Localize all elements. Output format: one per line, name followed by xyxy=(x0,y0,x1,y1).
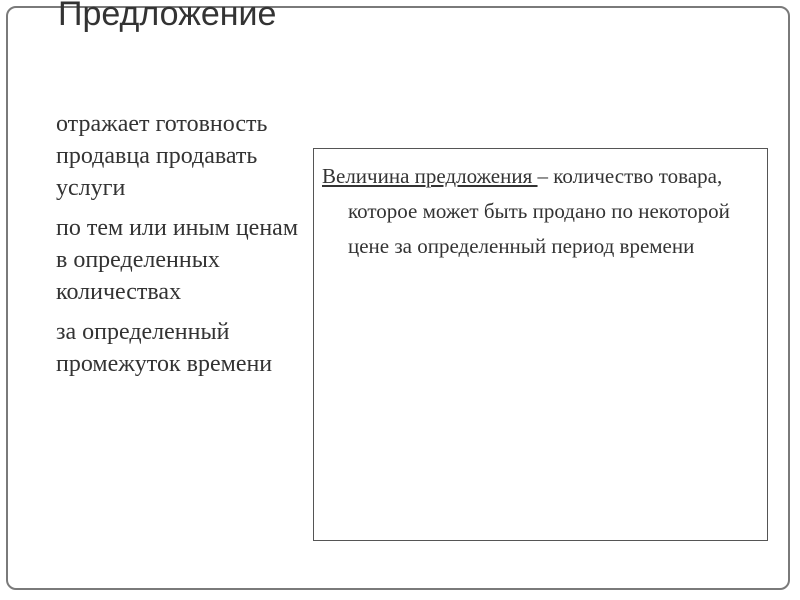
definition-body: количество товара, которое может быть продано по некоторой цене за определенный период времени xyxy=(348,164,730,258)
slide-title: Предложение xyxy=(58,0,277,33)
list-item: по тем или иным ценам в определенных количествах xyxy=(56,215,299,305)
definition-box xyxy=(313,148,768,541)
definition-text xyxy=(322,159,757,264)
slide-frame xyxy=(6,0,790,590)
definition-term: Величина предложения xyxy=(322,164,538,188)
characteristics-list xyxy=(56,108,306,388)
definition-dash: – xyxy=(537,164,549,188)
list-item: за определенный промежуток времени xyxy=(56,319,273,377)
list-item: отражает готовность продавца продавать услуги xyxy=(56,111,268,201)
